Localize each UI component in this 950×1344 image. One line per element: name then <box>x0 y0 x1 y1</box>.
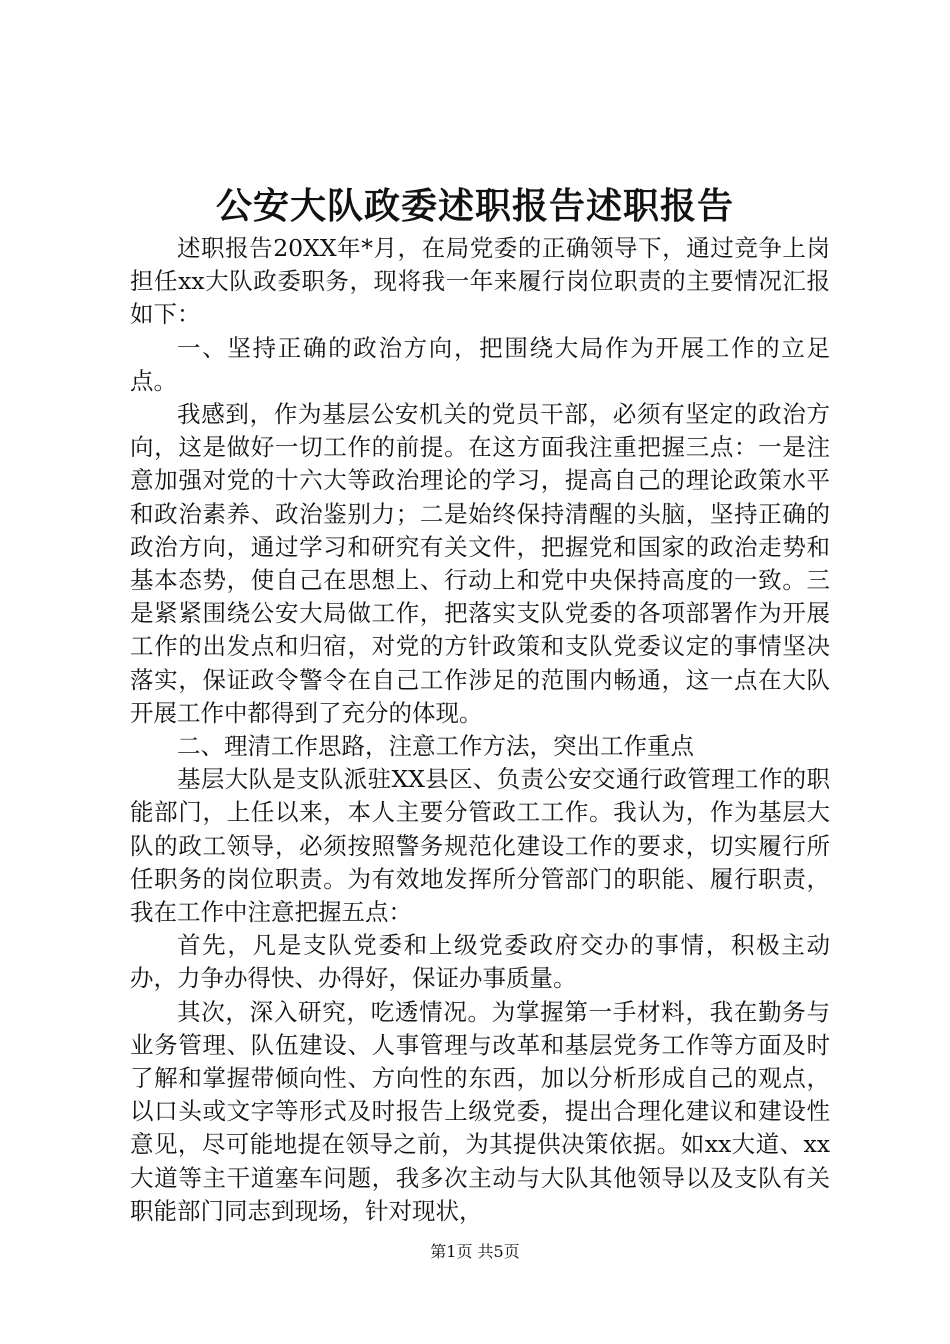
paragraph-grassroots-brigade: 基层大队是支队派驻XX县区、负责公安交通行政管理工作的职能部门，上任以来，本人主要分管政工工作。我认为，作为基层大队的政工领导，必须按照警务规范化建设工作的要求，切实履行所任职务的岗位职责。为有效地发挥所分管部门的职能、履行职责，我在工作中注意把握五点： <box>130 765 830 927</box>
section-heading-1: 一、坚持正确的政治方向，把围绕大局作为开展工作的立足点。 <box>130 333 830 395</box>
paragraph-political-direction: 我感到，作为基层公安机关的党员干部，必须有坚定的政治方向，这是做好一切工作的前提。在这方面我注重把握三点：一是注意加强对党的十六大等政治理论的学习，提高自己的理论政策水平和政治素养、政治鉴别力；二是始终保持清醒的头脑，坚持正确的政治方向，通过学习和研究有关文件，把握党和国家的政治走势和基本态势，使自己在思想上、行动上和党中央保持高度的一致。三是紧紧围绕公安大局做工作，把落实支队党委的各项部署作为开展工作的出发点和归宿，对党的方针政策和支队党委议定的事情坚决落实，保证政令警令在自己工作涉足的范围内畅通，这一点在大队开展工作中都得到了充分的体现。 <box>130 400 830 727</box>
document-body <box>130 232 830 1228</box>
page-footer: 第1页 共5页 <box>430 1242 520 1261</box>
paragraph-first-point: 首先，凡是支队党委和上级党委政府交办的事情，积极主动办，力争办得快、办得好，保证办事质量。 <box>130 931 830 993</box>
paragraph-intro: 述职报告20XX年*月，在局党委的正确领导下，通过竞争上岗担任xx大队政委职务，现将我一年来履行岗位职责的主要情况汇报如下： <box>130 234 830 329</box>
document-title: 公安大队政委述职报告述职报告 <box>215 185 734 227</box>
paragraph-second-point: 其次，深入研究，吃透情况。为掌握第一手材料，我在勤务与业务管理、队伍建设、人事管理与改革和基层党务工作等方面及时了解和掌握带倾向性、方向性的东西，加以分析形成自己的观点，以口头或文字等形式及时报告上级党委，提出合理化建议和建设性意见，尽可能地提在领导之前，为其提供决策依据。如xx大道、xx大道等主干道塞车问题，我多次主动与大队其他领导以及支队有关职能部门同志到现场，针对现状， <box>130 997 830 1225</box>
section-heading-2: 二、理清工作思路，注意工作方法，突出工作重点 <box>177 732 694 761</box>
